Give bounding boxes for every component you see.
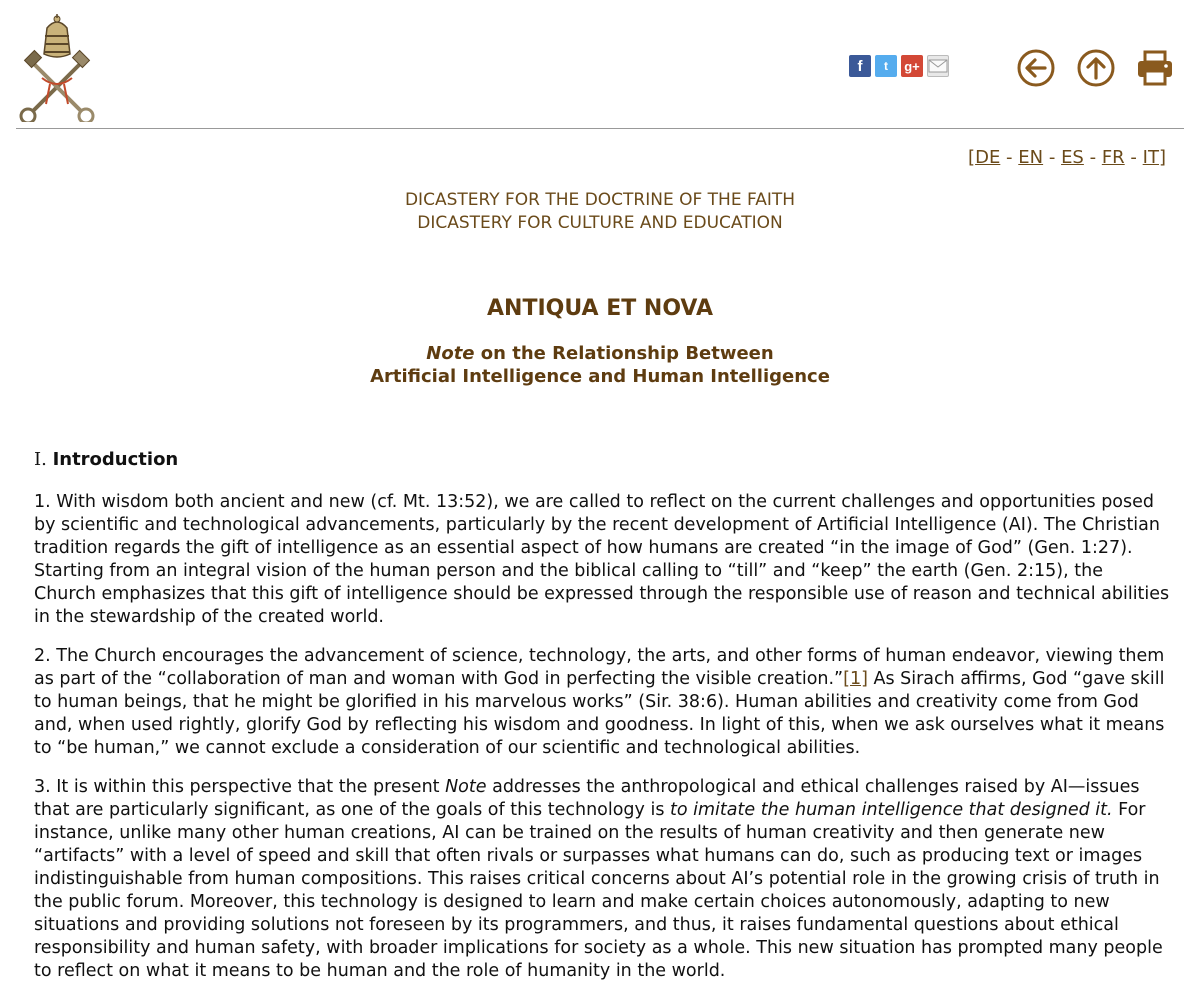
header-divider [16, 128, 1184, 129]
lang-sep: - [1043, 147, 1062, 168]
printer-icon[interactable] [1135, 48, 1175, 88]
google-plus-icon[interactable]: g+ [901, 55, 923, 77]
dicastery-line-2: DICASTERY FOR CULTURE AND EDUCATION [417, 213, 783, 233]
lang-link-it[interactable]: IT [1142, 147, 1159, 168]
mail-icon[interactable] [927, 55, 949, 77]
paragraph-2-text-b: As Sirach affirms, God “gave skill to human beings, that he might be glorified in his marvelous works” (Sir. 38:6). Human abilities and creativity come from God and, when used rightly, glorify God by reflecting his wisdom and goodness. In light of this, when we ask ourselves what it means to “be human,” we cannot exclude a consideration of our scientific and technological abilities. [34, 669, 1165, 758]
facebook-icon[interactable]: f [849, 55, 871, 77]
dicastery-line-1: DICASTERY FOR THE DOCTRINE OF THE FAITH [404, 190, 796, 210]
lang-sep: - [1083, 147, 1102, 168]
paragraph-3-emphasis: to imitate the human intelligence that designed it. [670, 800, 1113, 820]
share-bar [849, 55, 949, 77]
document-title: ANTIQUA ET NOVA [487, 296, 713, 321]
paragraph-3 [34, 776, 1170, 983]
dicastery-heading [0, 189, 1200, 235]
lang-link-en[interactable]: EN [1018, 147, 1044, 168]
subtitle-note-word: Note [426, 343, 475, 364]
lang-close-bracket: ] [1158, 147, 1166, 168]
document-body [34, 448, 1170, 999]
paragraph-2 [34, 645, 1170, 760]
subtitle-line-2: Artificial Intelligence and Human Intelligence [370, 366, 830, 387]
lang-sep: - [1000, 147, 1019, 168]
lang-link-de[interactable]: DE [975, 147, 1001, 168]
paragraph-3-text-c: For instance, unlike many other human creations, AI can be trained on the results of human creativity and then generate new “artifacts” with a level of speed and skill that often rivals or surpasses what humans can do, such as producing text or images indistinguishable from human compositions. This raises critical concerns about AI’s potential role in the growing crisis of truth in the public forum. Moreover, this technology is designed to learn and make certain choices autonomously, adapting to new situations and providing solutions not foreseen by its programmers, and thus, it raises fundamental questions about ethical responsibility and human safety, with broader implications for society as a whole. This new situation has prompted many people to reflect on what it means to be human and the role of humanity in the world. [34, 800, 1163, 981]
language-switcher [968, 147, 1166, 168]
paragraph-2-text-a: 2. The Church encourages the advancement of science, technology, the arts, and other forms of human endeavor, viewing them as part of the “collaboration of man and woman with God in perfecting the visible creation.” [34, 646, 1165, 689]
section-heading [34, 448, 1170, 471]
papal-crest-logo[interactable] [14, 14, 100, 122]
up-arrow-icon[interactable] [1076, 48, 1116, 88]
paragraph-3-text-b: addresses the anthropological and ethical challenges raised by AI—issues that are particularly significant, as one of the goals of this technology is [34, 777, 1140, 820]
subtitle-line-1-rest: on the Relationship Between [474, 343, 774, 364]
lang-open-bracket: [ [968, 147, 976, 168]
twitter-icon[interactable]: t [875, 55, 897, 77]
page-header [0, 0, 1200, 130]
paragraph-3-note: Note [445, 777, 487, 797]
footnote-link-1[interactable]: [1] [843, 669, 868, 689]
paragraph-1: 1. With wisdom both ancient and new (cf. Mt. 13:52), we are called to reflect on the current challenges and opportunities posed by scientific and technological advancements, particularly by the recent development of Artificial Intelligence (AI). The Christian tradition regards the gift of intelligence as an essential aspect of how humans are created “in the image of God” (Gen. 1:27). Starting from an integral vision of the human person and the biblical calling to “till” and “keep” the earth (Gen. 2:15), the Church emphasizes that this gift of intelligence should be expressed through the responsible use of reason and technical abilities in the stewardship of the created world. [34, 492, 1170, 627]
section-number: I. [34, 449, 53, 470]
lang-sep: - [1124, 147, 1143, 168]
document-subtitle [0, 342, 1200, 388]
subtitle-line-1 [0, 342, 1200, 365]
back-arrow-icon[interactable] [1016, 48, 1056, 88]
paragraph-3-text-a: 3. It is within this perspective that the present [34, 777, 446, 797]
lang-link-fr[interactable]: FR [1101, 147, 1125, 168]
lang-link-es[interactable]: ES [1061, 147, 1084, 168]
section-title: Introduction [52, 449, 179, 470]
